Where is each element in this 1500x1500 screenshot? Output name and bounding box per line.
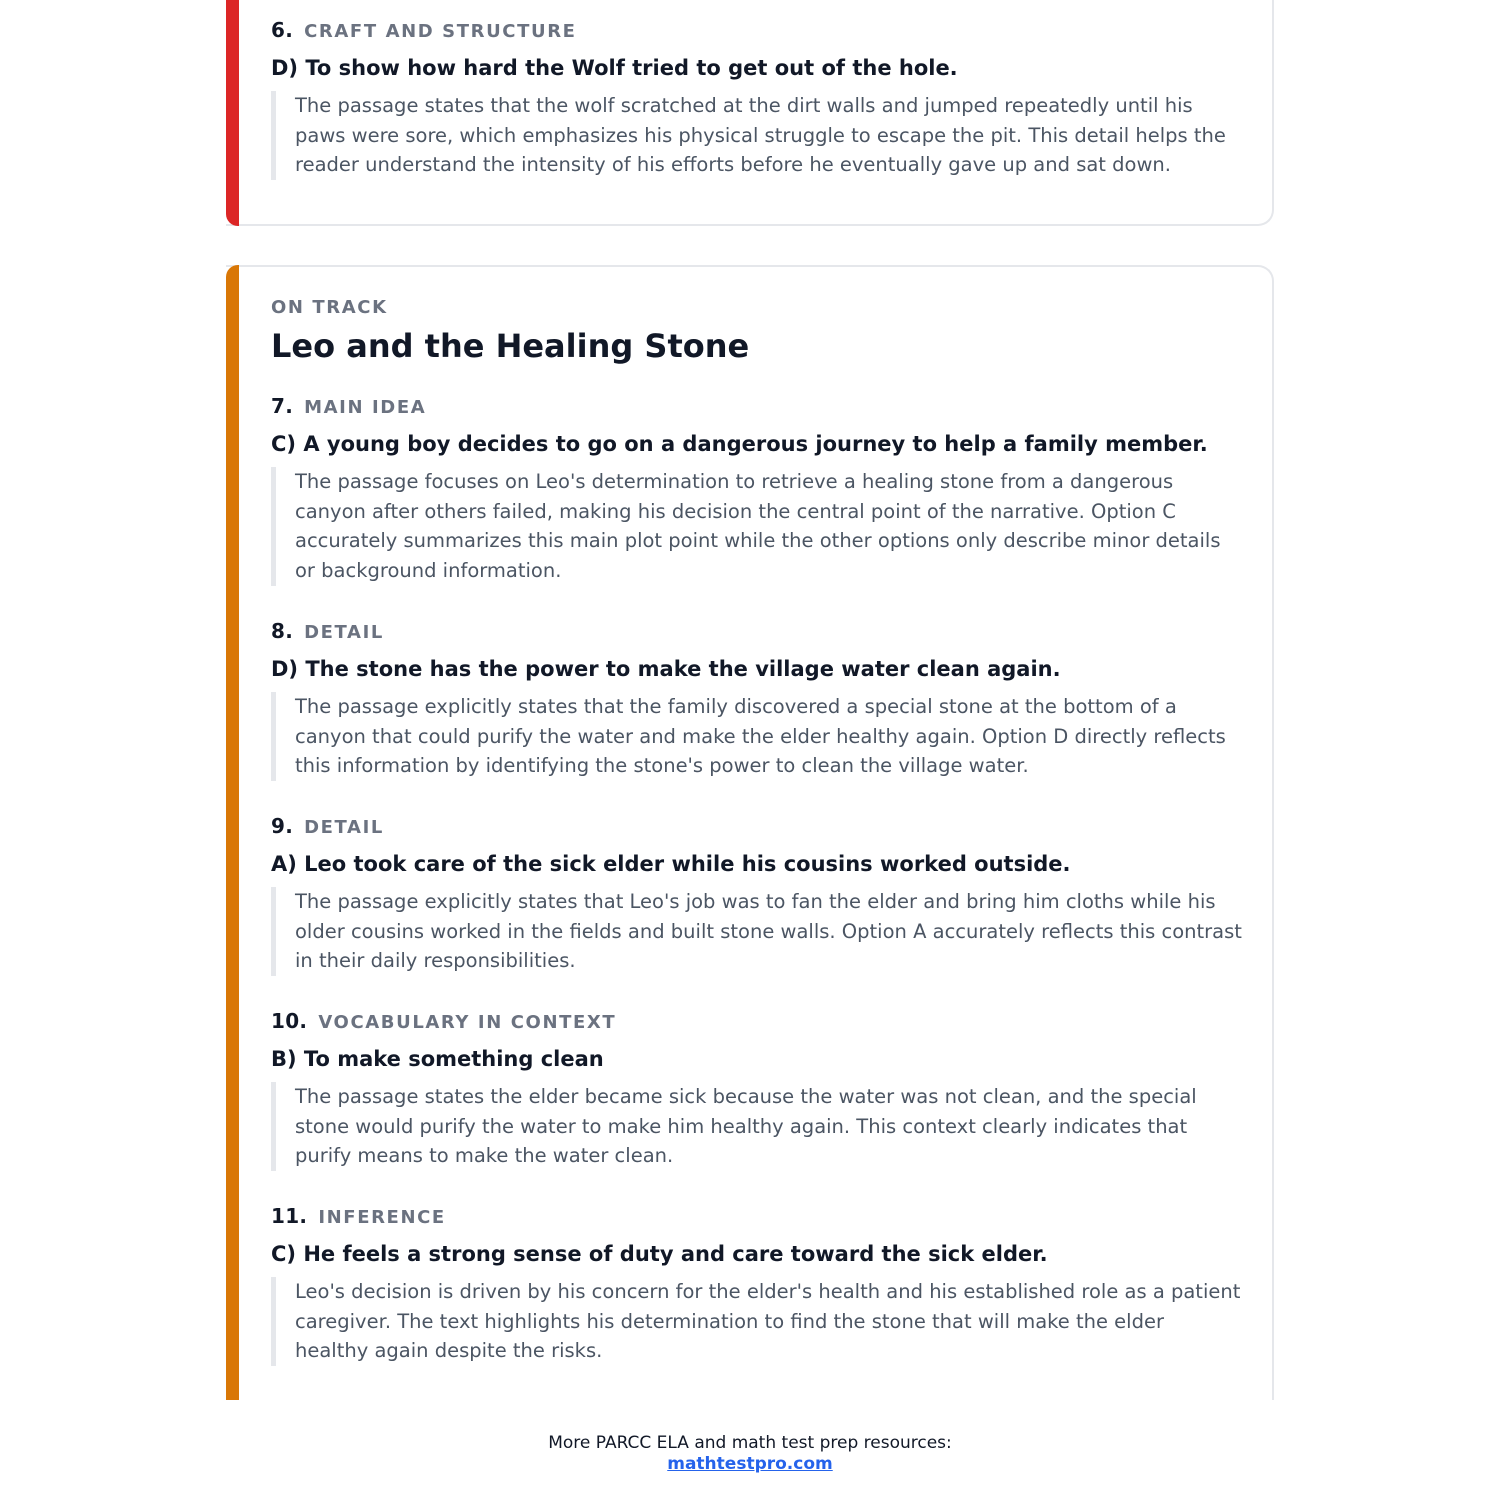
correct-answer: D) To show how hard the Wolf tried to get out of the hole.: [271, 56, 958, 80]
footer: [0, 1433, 1500, 1475]
correct-answer: C) A young boy decides to go on a dangerous journey to help a family member.: [271, 432, 1208, 456]
question-number: 9.: [271, 814, 294, 838]
answer-explanation: The passage states the elder became sick because the water was not clean, and the special stone would purify the water to make him healthy again. This context clearly indicates that purify means to make the water clean.: [271, 1082, 1242, 1171]
answer-explanation: The passage focuses on Leo's determination to retrieve a healing stone from a dangerous canyon after others failed, making his decision the central point of the narrative. Option C accurately summarizes this main plot point while the other options only describe minor details or background information.: [271, 467, 1242, 586]
question-number: 10.: [271, 1009, 308, 1033]
question-number: 6.: [271, 18, 294, 42]
question-header: [271, 619, 1242, 649]
question-number: 8.: [271, 619, 294, 643]
question-type: MAIN IDEA: [304, 397, 427, 418]
question-header: [271, 18, 1242, 48]
answer-explanation: The passage explicitly states that Leo's job was to fan the elder and bring him cloths while his older cousins worked in the fields and built stone walls. Option A accurately reflects this contrast in their daily responsibilities.: [271, 887, 1242, 976]
correct-answer: B) To make something clean: [271, 1047, 604, 1071]
question-block: [271, 394, 1242, 586]
question-type: DETAIL: [304, 622, 384, 643]
correct-answer: D) The stone has the power to make the village water clean again.: [271, 657, 1061, 681]
result-card-previous: [226, 0, 1274, 226]
card-header: [271, 297, 1242, 366]
question-header: [271, 394, 1242, 424]
question-type: VOCABULARY IN CONTEXT: [318, 1012, 617, 1033]
answer-explanation: The passage states that the wolf scratched at the dirt walls and jumped repeatedly until his paws were sore, which emphasizes his physical struggle to escape the pit. This detail helps the reader understand the intensity of his efforts before he eventually gave up and sat down.: [271, 91, 1242, 180]
answer-explanation: The passage explicitly states that the family discovered a special stone at the bottom of a canyon that could purify the water and make the elder healthy again. Option D directly reflects this information by identifying the stone's power to clean the village water.: [271, 692, 1242, 781]
question-type: INFERENCE: [318, 1207, 446, 1228]
question-number: 11.: [271, 1204, 308, 1228]
footer-text: More PARCC ELA and math test prep resources:: [548, 1433, 952, 1453]
question-block: [271, 1009, 1242, 1171]
status-label: ON TRACK: [271, 297, 388, 318]
card-accent-bar: [226, 265, 239, 1400]
question-header: [271, 1204, 1242, 1234]
footer-link[interactable]: mathtestpro.com: [667, 1454, 833, 1474]
question-type: DETAIL: [304, 817, 384, 838]
correct-answer: C) He feels a strong sense of duty and care toward the sick elder.: [271, 1242, 1048, 1266]
question-header: [271, 1009, 1242, 1039]
question-type: CRAFT AND STRUCTURE: [304, 21, 577, 42]
passage-title: Leo and the Healing Stone: [271, 327, 750, 365]
question-block: [271, 619, 1242, 781]
correct-answer: A) Leo took care of the sick elder while his cousins worked outside.: [271, 852, 1071, 876]
answer-explanation: Leo's decision is driven by his concern for the elder's health and his established role as a patient caregiver. The text highlights his determination to find the stone that will make the elder healthy again despite the risks.: [271, 1277, 1242, 1366]
question-block: [271, 814, 1242, 976]
question-number: 7.: [271, 394, 294, 418]
question-header: [271, 814, 1242, 844]
card-accent-bar: [226, 0, 239, 226]
result-card-leo: [226, 265, 1274, 1400]
question-block: [271, 18, 1242, 180]
question-block: [271, 1204, 1242, 1366]
